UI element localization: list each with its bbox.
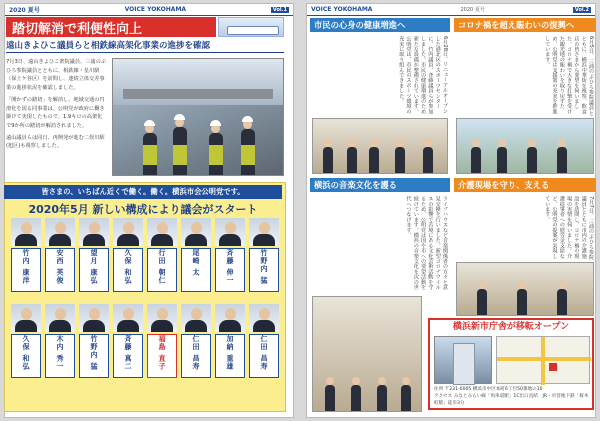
- article-paragraph: 遠山議員らは同日、再開発が進む二俣川駅(旭区)も視察しました。: [6, 134, 105, 150]
- section-heading-health: 市民の心身の健康増進へ: [310, 18, 450, 32]
- member-photo: [79, 218, 109, 246]
- member-name: 久保 和弘: [22, 335, 30, 371]
- section-paragraph: 7月7日、三浦のぶひろ参院議員とともに市内の介護施設を訪問し、コロナ禍の現場の実情を伺いました。介護従事者への慰労金支給など、公明党の提案が実現しています。: [544, 196, 594, 260]
- member-photo: [45, 218, 75, 246]
- members-row-2: [10, 304, 280, 382]
- section-heading-music: 横浜の音楽文化を護る: [310, 178, 450, 192]
- member-card: [44, 218, 76, 296]
- member-name: 望月 康弘: [90, 249, 98, 285]
- member-name: 久保 和弘: [124, 249, 132, 285]
- member-card: [180, 304, 212, 382]
- right-page-number: Vol.2: [574, 6, 589, 13]
- right-header-title: VOICE YOKOHAMA: [311, 6, 373, 13]
- member-photo: [181, 218, 211, 246]
- city-hall-map: [496, 336, 590, 384]
- member-photo: [181, 304, 211, 332]
- members-banner: 皆さまの、いちばん近くで働く。働く。横浜市会公明党です。: [4, 185, 282, 199]
- member-card: [78, 218, 110, 296]
- section-heading-care: 介護現場を守り、支える: [454, 178, 596, 192]
- member-card: [112, 218, 144, 296]
- left-header-title: VOICE YOKOHAMA: [124, 6, 187, 13]
- member-photo: [113, 218, 143, 246]
- member-name: 竹野内 猛: [90, 335, 98, 371]
- member-name: 竹内 康洋: [22, 249, 30, 285]
- member-name: 福島 直子: [158, 335, 166, 371]
- section-text-care: [456, 196, 594, 260]
- article-body: [6, 58, 106, 154]
- member-photo: [215, 218, 245, 246]
- city-hall-box: [428, 318, 594, 410]
- section-heading-recovery: コロナ禍を超え賑わいの復興へ: [454, 18, 596, 32]
- member-card: [78, 304, 110, 382]
- member-card: [10, 304, 42, 382]
- section-text-recovery: [456, 36, 594, 116]
- member-card: [44, 304, 76, 382]
- health-photo: [312, 118, 448, 174]
- member-photo: [11, 304, 41, 332]
- member-card: [248, 218, 280, 296]
- members-row-1: [10, 218, 280, 296]
- care-photo: [456, 262, 594, 316]
- section-paragraph: ライブハウスなど音楽関係者の方々と意見交換を行いました。新型コロナウイルスの影響で苦境にある文化芸術活動を守るため、公明党は国や市への要望活動を続けています。横浜の音楽文化を次の世代へつなげます。: [405, 196, 448, 290]
- headline: 踏切解消で利便性向上: [6, 17, 216, 37]
- city-hall-address: 住所 〒231-0005 横浜市中区本町6丁目50番地の10: [434, 387, 543, 392]
- member-name: 仁田 昌寿: [192, 335, 200, 371]
- city-hall-photo: [434, 336, 492, 384]
- subheadline: 遠山きよひこ議員らと相鉄線高架化事業の進捗を確認: [6, 39, 284, 53]
- member-name: 行田 朝仁: [158, 249, 166, 285]
- members-title: 2020年5月 新しい構成により議会がスタート: [28, 203, 258, 216]
- member-card: [180, 218, 212, 296]
- member-name: 尾崎 太: [192, 249, 200, 277]
- right-header-date: 2020 夏号: [460, 7, 485, 13]
- station-visit-photo: [112, 58, 284, 176]
- member-card: [214, 218, 246, 296]
- article-paragraph: 7月3日、遠山きよひこ衆院議員、三浦のぶひろ参院議員とともに、相鉄線・星川駅（保土ケ谷区）を訪問し、連続立体交差事業の進捗状況を確認しました。: [6, 59, 106, 92]
- music-photo: [312, 296, 422, 412]
- member-photo: [249, 218, 279, 246]
- member-name: 仁田 昌寿: [260, 335, 268, 371]
- member-photo: [249, 304, 279, 332]
- member-photo: [79, 304, 109, 332]
- member-card: [248, 304, 280, 382]
- member-name: 斉藤 伸一: [226, 249, 234, 285]
- section-paragraph: 6月5日、三浦のぶひろ参院議員とともに、横浜中華街を視察。飲食店の皆さまから要望を伺いました。コロナ禍で大きな打撃を受けた観光地の賑わいを取り戻すため、公明党は支援策の充実を推進しています。: [544, 36, 594, 116]
- member-card: [146, 218, 178, 296]
- member-photo: [45, 304, 75, 332]
- member-name: 加納 重雄: [226, 335, 234, 371]
- left-page-number: Vol.1: [272, 6, 287, 13]
- recovery-photo: [456, 118, 594, 174]
- article-paragraph: 「開かずの踏切」を解消し、地域交通の円滑化を図る同事業は、公明党が政府に働き掛けて実現したもので、1.9キロの高架化で9か所の踏切が解消されました。: [6, 96, 105, 129]
- member-card: [112, 304, 144, 382]
- train-illustration: [218, 17, 284, 37]
- member-photo: [147, 218, 177, 246]
- left-header: [5, 4, 293, 16]
- section-text-music: [312, 196, 448, 294]
- member-name: 竹野内 猛: [260, 249, 268, 285]
- member-photo: [215, 304, 245, 332]
- right-header: [307, 4, 595, 16]
- member-name: 木内 秀一: [56, 335, 64, 371]
- member-photo: [147, 304, 177, 332]
- member-photo: [113, 304, 143, 332]
- section-text-health: [312, 36, 448, 116]
- member-card: [214, 304, 246, 382]
- city-hall-address-block: [434, 386, 590, 407]
- section-paragraph: 6月28日、リニューアルオープンした港北区のスポーツセンターに、竹内議員、斉藤議員らが参加しました。市民の健康増進のため新たな設備が整備されています。公明党は、市民のスポーツ環境の充実に取り組んできました。: [398, 36, 448, 114]
- member-name: 安西 英俊: [56, 249, 64, 285]
- member-photo: [11, 218, 41, 246]
- city-hall-title: 横浜新市庁舎が移転オープン: [430, 320, 592, 334]
- member-card: [10, 218, 42, 296]
- member-card: [146, 304, 178, 382]
- member-name: 斉藤 真二: [124, 335, 132, 371]
- left-header-date: 2020 夏号: [9, 7, 40, 14]
- city-hall-access: アクセス みなとみらい線「馬車道駅」1C出口直結 JR・市営地下鉄「桜木町駅」徒歩3分: [434, 394, 589, 406]
